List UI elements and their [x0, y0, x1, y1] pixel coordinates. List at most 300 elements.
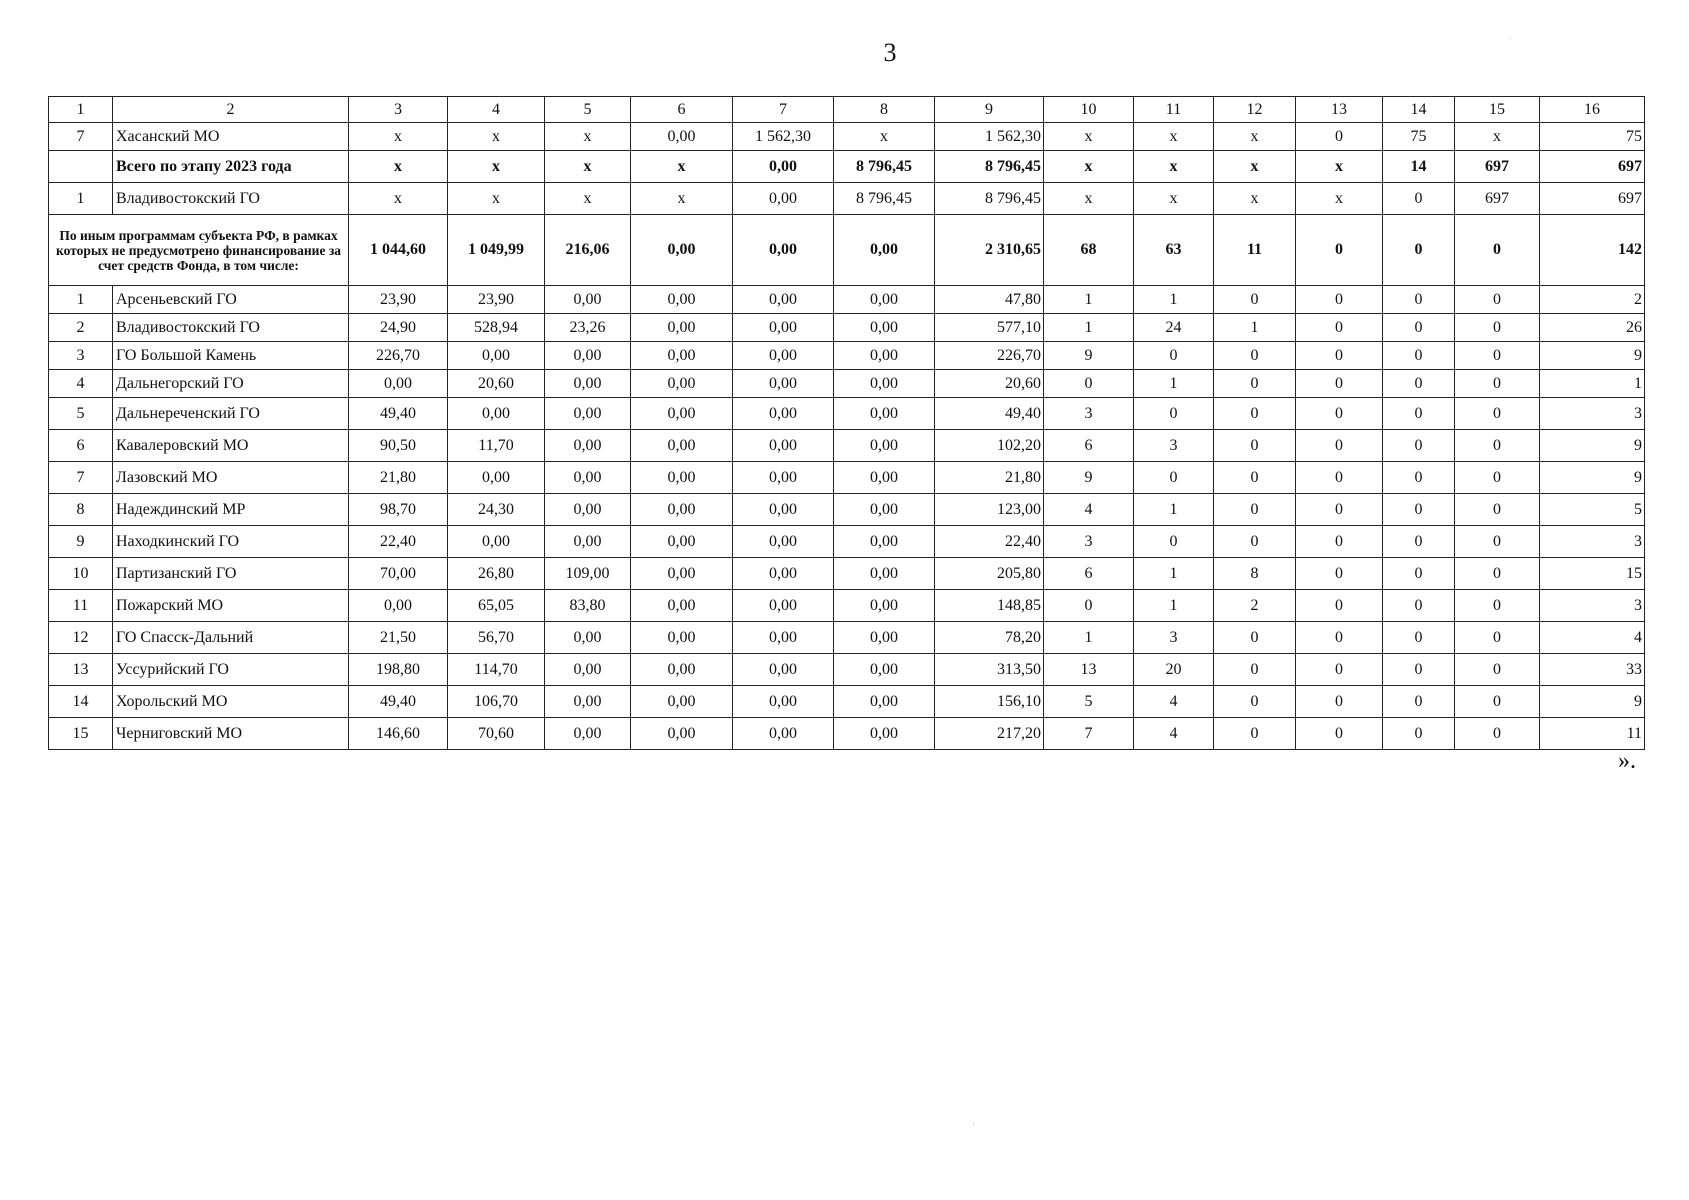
cell-name: Владивостокский ГО: [113, 314, 349, 342]
table-cell: 0: [1044, 590, 1134, 622]
table-cell: 9: [1540, 686, 1645, 718]
table-cell: [49, 151, 113, 183]
table-cell: 0: [1455, 494, 1540, 526]
table-cell: 123,00: [935, 494, 1044, 526]
table-cell: 0: [1383, 462, 1455, 494]
cell-name: Уссурийский ГО: [113, 654, 349, 686]
table-cell: 0,00: [733, 462, 834, 494]
table-cell: 13: [49, 654, 113, 686]
cell-name: Находкинский ГО: [113, 526, 349, 558]
table-row: [49, 558, 1645, 590]
table-cell: 102,20: [935, 430, 1044, 462]
table-cell: 0: [1455, 215, 1540, 286]
header-row: [49, 97, 1645, 123]
table-cell: 0: [1296, 654, 1383, 686]
table-cell: 697: [1455, 151, 1540, 183]
table-cell: 1: [1134, 494, 1214, 526]
table-cell: 0,00: [631, 215, 733, 286]
table-cell: 4: [49, 370, 113, 398]
table-cell: 23,26: [545, 314, 631, 342]
table-cell: 1 044,60: [349, 215, 448, 286]
table-cell: 0: [1383, 370, 1455, 398]
column-header: 10: [1044, 97, 1134, 123]
table-cell: 0: [1455, 286, 1540, 314]
table-cell: 6: [1044, 558, 1134, 590]
table-cell: 0,00: [631, 314, 733, 342]
table-cell: 0,00: [631, 622, 733, 654]
table-cell: 156,10: [935, 686, 1044, 718]
table-cell: 0,00: [733, 370, 834, 398]
table-row: [49, 151, 1645, 183]
column-header: 16: [1540, 97, 1645, 123]
table-cell: 1: [1134, 370, 1214, 398]
table-cell: 0: [1383, 183, 1455, 215]
table-cell: 0,00: [834, 430, 935, 462]
cell-name: Надеждинский МР: [113, 494, 349, 526]
table-cell: 0,00: [733, 718, 834, 750]
table-cell: 8: [1214, 558, 1296, 590]
table-cell: 1: [1540, 370, 1645, 398]
table-cell: 0,00: [545, 686, 631, 718]
table-cell: 0,00: [631, 686, 733, 718]
table-cell: 5: [1044, 686, 1134, 718]
table-cell: 0: [1383, 286, 1455, 314]
table-cell: 0: [1214, 718, 1296, 750]
table-cell: 0: [1296, 398, 1383, 430]
table-cell: 114,70: [448, 654, 545, 686]
table-cell: 83,80: [545, 590, 631, 622]
table-cell: 0: [1383, 398, 1455, 430]
table-row: [49, 654, 1645, 686]
table-cell: 0: [1455, 686, 1540, 718]
table-cell: 0,00: [733, 286, 834, 314]
table-cell: 0,00: [545, 654, 631, 686]
cell-name: Лазовский МО: [113, 462, 349, 494]
table-cell: 9: [1540, 342, 1645, 370]
table-cell: 0,00: [834, 622, 935, 654]
cell-name: Черниговский МО: [113, 718, 349, 750]
table-cell: 0: [1383, 342, 1455, 370]
table-cell: 205,80: [935, 558, 1044, 590]
table-row: [49, 398, 1645, 430]
table-cell: 7: [49, 462, 113, 494]
table-cell: 0,00: [733, 342, 834, 370]
table-cell: 0: [1214, 430, 1296, 462]
table-cell: 0: [1383, 622, 1455, 654]
table-cell: 0,00: [631, 342, 733, 370]
table-cell: 198,80: [349, 654, 448, 686]
table-cell: 0: [1296, 718, 1383, 750]
table-cell: 0,00: [448, 526, 545, 558]
table-cell: x: [834, 123, 935, 151]
table-cell: 0,00: [834, 398, 935, 430]
table-cell: x: [448, 151, 545, 183]
column-header: 12: [1214, 97, 1296, 123]
table-cell: x: [1214, 183, 1296, 215]
table-cell: 1: [1044, 314, 1134, 342]
table-cell: 4: [1044, 494, 1134, 526]
table-cell: 0,00: [545, 398, 631, 430]
table-cell: x: [1455, 123, 1540, 151]
table-cell: x: [349, 123, 448, 151]
table-cell: 0,00: [631, 430, 733, 462]
column-header: 8: [834, 97, 935, 123]
table-cell: 0,00: [733, 654, 834, 686]
table-row: [49, 314, 1645, 342]
table-row: [49, 462, 1645, 494]
table-cell: 5: [1540, 494, 1645, 526]
cell-name: Хорольский МО: [113, 686, 349, 718]
column-header: 9: [935, 97, 1044, 123]
table-cell: 0: [1296, 558, 1383, 590]
column-header: 3: [349, 97, 448, 123]
table-cell: 0,00: [834, 526, 935, 558]
table-cell: 0: [1383, 590, 1455, 622]
table-cell: 9: [1540, 462, 1645, 494]
table-cell: x: [1214, 123, 1296, 151]
table-row: [49, 430, 1645, 462]
table-cell: 0: [1383, 718, 1455, 750]
table-cell: 0,00: [834, 686, 935, 718]
table-cell: 6: [1044, 430, 1134, 462]
table-cell: 528,94: [448, 314, 545, 342]
table-cell: 0,00: [349, 590, 448, 622]
table-cell: 0: [1134, 342, 1214, 370]
table-row: [49, 286, 1645, 314]
table-cell: x: [448, 183, 545, 215]
table-cell: 24: [1134, 314, 1214, 342]
table-cell: 0,00: [834, 215, 935, 286]
table-cell: 47,80: [935, 286, 1044, 314]
table-cell: x: [1044, 151, 1134, 183]
table-cell: 1 562,30: [935, 123, 1044, 151]
table-cell: 65,05: [448, 590, 545, 622]
table-cell: 0,00: [545, 622, 631, 654]
table-cell: 0,00: [631, 718, 733, 750]
table-cell: 22,40: [935, 526, 1044, 558]
table-cell: 0: [1214, 370, 1296, 398]
table-cell: 0,00: [631, 286, 733, 314]
table-row: [49, 718, 1645, 750]
table-cell: 21,50: [349, 622, 448, 654]
table-cell: 0: [1455, 622, 1540, 654]
table-cell: 24,30: [448, 494, 545, 526]
table-cell: 0,00: [834, 462, 935, 494]
table-cell: 0,00: [448, 342, 545, 370]
table-cell: 0: [1214, 654, 1296, 686]
table-cell: 9: [49, 526, 113, 558]
column-header: 7: [733, 97, 834, 123]
table-cell: 0,00: [631, 123, 733, 151]
table-cell: 0,00: [631, 398, 733, 430]
table-cell: 0: [1455, 314, 1540, 342]
table-row: [49, 526, 1645, 558]
table-cell: 0: [1455, 718, 1540, 750]
table-cell: 11: [1540, 718, 1645, 750]
table-cell: x: [349, 151, 448, 183]
table-cell: 142: [1540, 215, 1645, 286]
cell-name: ГО Спасск-Дальний: [113, 622, 349, 654]
table-cell: x: [631, 151, 733, 183]
table-cell: 21,80: [349, 462, 448, 494]
table-cell: 0,00: [834, 342, 935, 370]
table-cell: 0: [1296, 370, 1383, 398]
table-cell: 0,00: [349, 370, 448, 398]
cell-name: ГО Большой Камень: [113, 342, 349, 370]
table-cell: 0: [1296, 123, 1383, 151]
table-cell: x: [1296, 183, 1383, 215]
table-cell: 0: [1134, 398, 1214, 430]
table-cell: x: [1134, 123, 1214, 151]
table-cell: 0: [1296, 526, 1383, 558]
table-cell: 0: [1214, 286, 1296, 314]
column-header: 14: [1383, 97, 1455, 123]
table-cell: 146,60: [349, 718, 448, 750]
table-cell: x: [1296, 151, 1383, 183]
table-cell: 1: [1214, 314, 1296, 342]
table-cell: 14: [49, 686, 113, 718]
table-cell: 0: [1455, 342, 1540, 370]
table-cell: 697: [1540, 183, 1645, 215]
table-cell: 109,00: [545, 558, 631, 590]
table-cell: x: [448, 123, 545, 151]
scan-speck: [1510, 38, 1511, 39]
table-cell: 11,70: [448, 430, 545, 462]
table-cell: 3: [1044, 398, 1134, 430]
table-cell: 0,00: [631, 462, 733, 494]
table-cell: 2 310,65: [935, 215, 1044, 286]
program-row: [49, 215, 1645, 286]
table-cell: 0: [1455, 558, 1540, 590]
table-cell: 697: [1455, 183, 1540, 215]
table-row: [49, 622, 1645, 654]
table-cell: 217,20: [935, 718, 1044, 750]
table-cell: 1: [1044, 286, 1134, 314]
column-header: 13: [1296, 97, 1383, 123]
table-cell: 0,00: [834, 654, 935, 686]
table-cell: 0,00: [631, 654, 733, 686]
table-cell: 0,00: [545, 370, 631, 398]
cell-name: Пожарский МО: [113, 590, 349, 622]
table-cell: 3: [1540, 590, 1645, 622]
column-header: 1: [49, 97, 113, 123]
table-cell: 0,00: [448, 462, 545, 494]
table-cell: x: [1134, 183, 1214, 215]
table-cell: x: [545, 123, 631, 151]
table-cell: 12: [49, 622, 113, 654]
table-cell: 0,00: [733, 526, 834, 558]
table-cell: 75: [1540, 123, 1645, 151]
table-row: [49, 183, 1645, 215]
table-cell: 0: [1296, 590, 1383, 622]
table-cell: 0: [1296, 462, 1383, 494]
table-cell: 8 796,45: [834, 183, 935, 215]
table-cell: 106,70: [448, 686, 545, 718]
table-cell: 0,00: [733, 558, 834, 590]
table-cell: 1 562,30: [733, 123, 834, 151]
table-cell: 22,40: [349, 526, 448, 558]
table-cell: 0,00: [448, 398, 545, 430]
table-cell: 13: [1044, 654, 1134, 686]
table-cell: 5: [49, 398, 113, 430]
scan-speck: [973, 1123, 974, 1124]
table-cell: 9: [1044, 342, 1134, 370]
table-cell: 0,00: [733, 215, 834, 286]
table-cell: 0: [1134, 526, 1214, 558]
table-cell: 26: [1540, 314, 1645, 342]
table-cell: x: [349, 183, 448, 215]
table-cell: 4: [1134, 718, 1214, 750]
cell-name: Дальнереченский ГО: [113, 398, 349, 430]
table-cell: 0,00: [631, 526, 733, 558]
table-cell: 15: [1540, 558, 1645, 590]
table-cell: 11: [1214, 215, 1296, 286]
table-cell: 0,00: [834, 286, 935, 314]
table-cell: 0: [1455, 462, 1540, 494]
table-cell: 0: [1455, 590, 1540, 622]
table-cell: 0,00: [631, 590, 733, 622]
table-cell: 9: [1044, 462, 1134, 494]
table-cell: 0,00: [733, 314, 834, 342]
table-cell: 63: [1134, 215, 1214, 286]
table-row: [49, 123, 1645, 151]
table-cell: 0,00: [733, 151, 834, 183]
table-cell: 23,90: [448, 286, 545, 314]
table-cell: 0: [1214, 526, 1296, 558]
table-cell: 7: [1044, 718, 1134, 750]
table-cell: 24,90: [349, 314, 448, 342]
table-row: [49, 686, 1645, 718]
table-cell: 577,10: [935, 314, 1044, 342]
table-cell: 11: [49, 590, 113, 622]
table-cell: x: [1044, 183, 1134, 215]
table-cell: 0,00: [834, 314, 935, 342]
table-cell: 3: [1134, 622, 1214, 654]
table-cell: 0,00: [733, 398, 834, 430]
table-cell: 2: [49, 314, 113, 342]
table-cell: 49,40: [349, 686, 448, 718]
table-cell: 0: [1296, 430, 1383, 462]
table-cell: 78,20: [935, 622, 1044, 654]
table-cell: 1: [1134, 590, 1214, 622]
table-cell: 0,00: [545, 718, 631, 750]
table-cell: 3: [49, 342, 113, 370]
data-table: [48, 96, 1645, 750]
table-cell: 0,00: [733, 183, 834, 215]
table-cell: 49,40: [935, 398, 1044, 430]
table-cell: 0: [1044, 370, 1134, 398]
table-cell: 0: [1383, 314, 1455, 342]
table-cell: 0,00: [545, 286, 631, 314]
table-cell: 0: [1214, 398, 1296, 430]
table-cell: 8 796,45: [935, 183, 1044, 215]
table-cell: 6: [49, 430, 113, 462]
table-cell: 26,80: [448, 558, 545, 590]
table-cell: 1: [1134, 286, 1214, 314]
table-cell: 20,60: [448, 370, 545, 398]
table-cell: 3: [1540, 398, 1645, 430]
table-row: [49, 342, 1645, 370]
table-cell: 1: [1044, 622, 1134, 654]
table-cell: 70,00: [349, 558, 448, 590]
table-cell: x: [545, 151, 631, 183]
table-cell: 0: [1214, 686, 1296, 718]
table-cell: 216,06: [545, 215, 631, 286]
table-cell: 1: [1134, 558, 1214, 590]
table-cell: 2: [1540, 286, 1645, 314]
table-cell: 0,00: [834, 370, 935, 398]
table-cell: 0: [1383, 686, 1455, 718]
table-cell: 21,80: [935, 462, 1044, 494]
table-cell: 0: [1214, 342, 1296, 370]
table-cell: 0: [1455, 430, 1540, 462]
table-cell: 0: [1383, 526, 1455, 558]
table-cell: 0,00: [631, 494, 733, 526]
table-cell: 0,00: [545, 462, 631, 494]
table-cell: 0: [1383, 430, 1455, 462]
table-cell: 0,00: [834, 494, 935, 526]
table-cell: 0,00: [545, 430, 631, 462]
table-cell: 8 796,45: [834, 151, 935, 183]
table-cell: 2: [1214, 590, 1296, 622]
table-cell: 0: [1455, 654, 1540, 686]
table-cell: 20: [1134, 654, 1214, 686]
table-cell: 33: [1540, 654, 1645, 686]
table-cell: 9: [1540, 430, 1645, 462]
table-cell: 0,00: [545, 342, 631, 370]
table-cell: x: [1044, 123, 1134, 151]
table-cell: 0: [1455, 398, 1540, 430]
table-cell: 0,00: [733, 494, 834, 526]
table-cell: 0: [1214, 494, 1296, 526]
table-row: [49, 370, 1645, 398]
table-cell: 75: [1383, 123, 1455, 151]
table-cell: 68: [1044, 215, 1134, 286]
table-cell: 4: [1134, 686, 1214, 718]
cell-name: Партизанский ГО: [113, 558, 349, 590]
table-cell: 0: [1214, 622, 1296, 654]
table-cell: x: [545, 183, 631, 215]
table-cell: 313,50: [935, 654, 1044, 686]
table-cell: 697: [1540, 151, 1645, 183]
column-header: 11: [1134, 97, 1214, 123]
table-cell: 0,00: [733, 622, 834, 654]
table-cell: 0: [1296, 215, 1383, 286]
table-cell: 0,00: [834, 590, 935, 622]
table-cell: 8 796,45: [935, 151, 1044, 183]
table-cell: 1 049,99: [448, 215, 545, 286]
table-cell: 98,70: [349, 494, 448, 526]
table-cell: 0: [1214, 462, 1296, 494]
table-cell: 1: [49, 286, 113, 314]
table-cell: 0: [1455, 526, 1540, 558]
table-cell: 0,00: [733, 590, 834, 622]
closing-quote: ».: [1618, 748, 1636, 774]
column-header: 15: [1455, 97, 1540, 123]
table-cell: 49,40: [349, 398, 448, 430]
cell-name: Всего по этапу 2023 года: [113, 151, 349, 183]
cell-name: Арсеньевский ГО: [113, 286, 349, 314]
table-cell: 0: [1296, 286, 1383, 314]
table-cell: 0: [1296, 494, 1383, 526]
table-cell: 0,00: [631, 370, 733, 398]
table-cell: x: [1214, 151, 1296, 183]
table-cell: 7: [49, 123, 113, 151]
column-header: 4: [448, 97, 545, 123]
table-cell: 70,60: [448, 718, 545, 750]
table-cell: x: [631, 183, 733, 215]
table-cell: 56,70: [448, 622, 545, 654]
